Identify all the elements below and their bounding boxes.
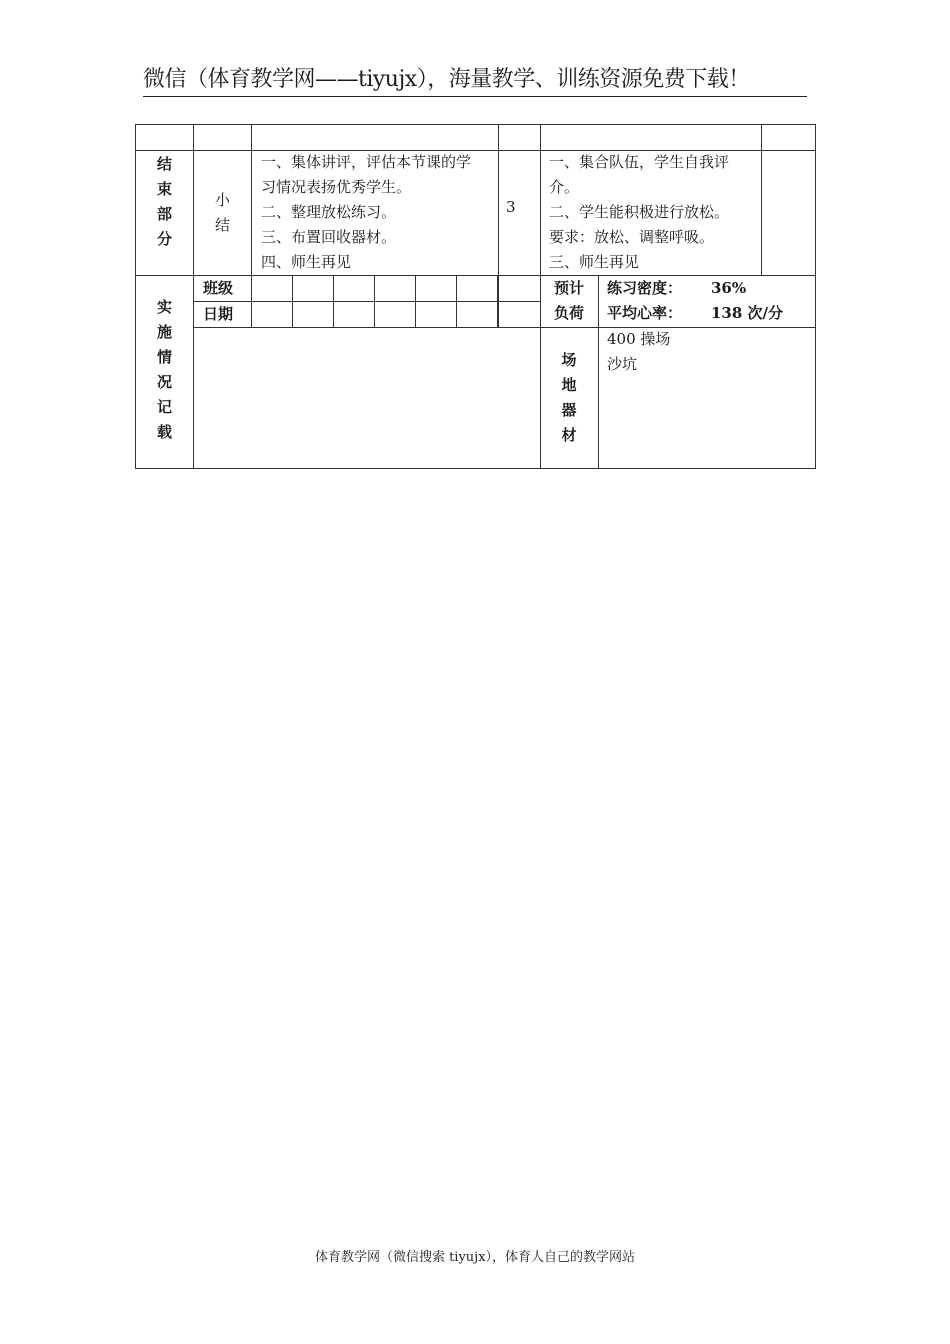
implementation-section-char: 载 [156,423,172,441]
table-col-divider [498,124,499,328]
page-footer: 体育教学网（微信搜索 tiyujx），体育人自己的教学网站 [314,1250,636,1265]
venue-label-char: 场 [561,351,577,369]
content-type-char: 结 [214,216,230,234]
exercise-density-label: 练习密度： [607,279,683,297]
heart-rate-value: 138 次/分 [711,304,784,322]
venue-equipment-label [540,348,598,448]
content-type-cell [194,188,251,238]
venue-item: 沙坑 [607,355,638,373]
ending-section-char: 分 [156,230,172,248]
content-type-char: 小 [214,191,230,209]
teacher-activity-line: 二、整理放松练习。 [261,203,397,221]
student-activity-line: 二、学生能积极进行放松。 [549,203,730,221]
implementation-section-label [136,295,193,445]
record-grid-line [292,275,293,328]
record-grid-line [333,275,334,328]
record-grid-line [374,275,375,328]
student-activity-line: 一、集合队伍，学生自我评 [549,153,730,171]
venue-equipment-list [607,327,807,377]
teacher-activity-line: 一、集体讲评，评估本节课的学 [261,153,472,171]
table-col-divider [598,275,599,469]
table-border-top [135,124,816,125]
implementation-section-char: 实 [156,298,172,316]
teacher-activity-line: 习情况表扬优秀学生。 [261,178,412,196]
expected-load-line: 预计 [553,279,584,297]
teacher-activity-line: 四、师生再见 [261,253,352,271]
date-label: 日期 [203,305,234,323]
teacher-activities-cell [261,150,497,275]
implementation-section-char: 施 [156,323,172,341]
venue-label-char: 器 [561,401,577,419]
student-activity-line: 介。 [549,178,580,196]
ending-section-char: 结 [156,155,172,173]
ending-section-char: 部 [156,205,172,223]
teacher-activity-line: 三、布置回收器材。 [261,228,397,246]
ending-section-char: 束 [156,180,172,198]
table-col-divider [761,124,762,276]
venue-label-char: 地 [561,376,577,394]
venue-label-char: 材 [561,426,577,444]
implementation-section-char: 情 [156,348,172,366]
implementation-section-char: 记 [156,398,172,416]
table-col-divider [251,124,252,328]
student-activity-line: 三、师生再见 [549,253,640,271]
implementation-section-char: 况 [156,373,172,391]
venue-item: 400 操场 [607,330,671,348]
expected-load-line: 负荷 [553,304,584,322]
ending-section-label [136,152,193,252]
page-header: 微信（体育教学网——tiyujx），海量教学、训练资源免费下载！ [143,64,807,97]
record-grid-line [415,275,416,328]
record-grid-line [456,275,457,328]
table-border-right [815,124,816,469]
student-activities-cell [549,150,761,275]
expected-load-label [540,276,598,326]
table-border-bottom [135,468,816,469]
student-activity-line: 要求：放松、调整呼吸。 [549,228,715,246]
time-cell: 3 [506,198,516,216]
exercise-density-value: 36% [711,279,747,297]
record-grid-line [497,275,498,328]
heart-rate-label: 平均心率： [607,304,683,322]
class-label: 班级 [203,279,234,297]
table-col-divider [193,124,194,469]
